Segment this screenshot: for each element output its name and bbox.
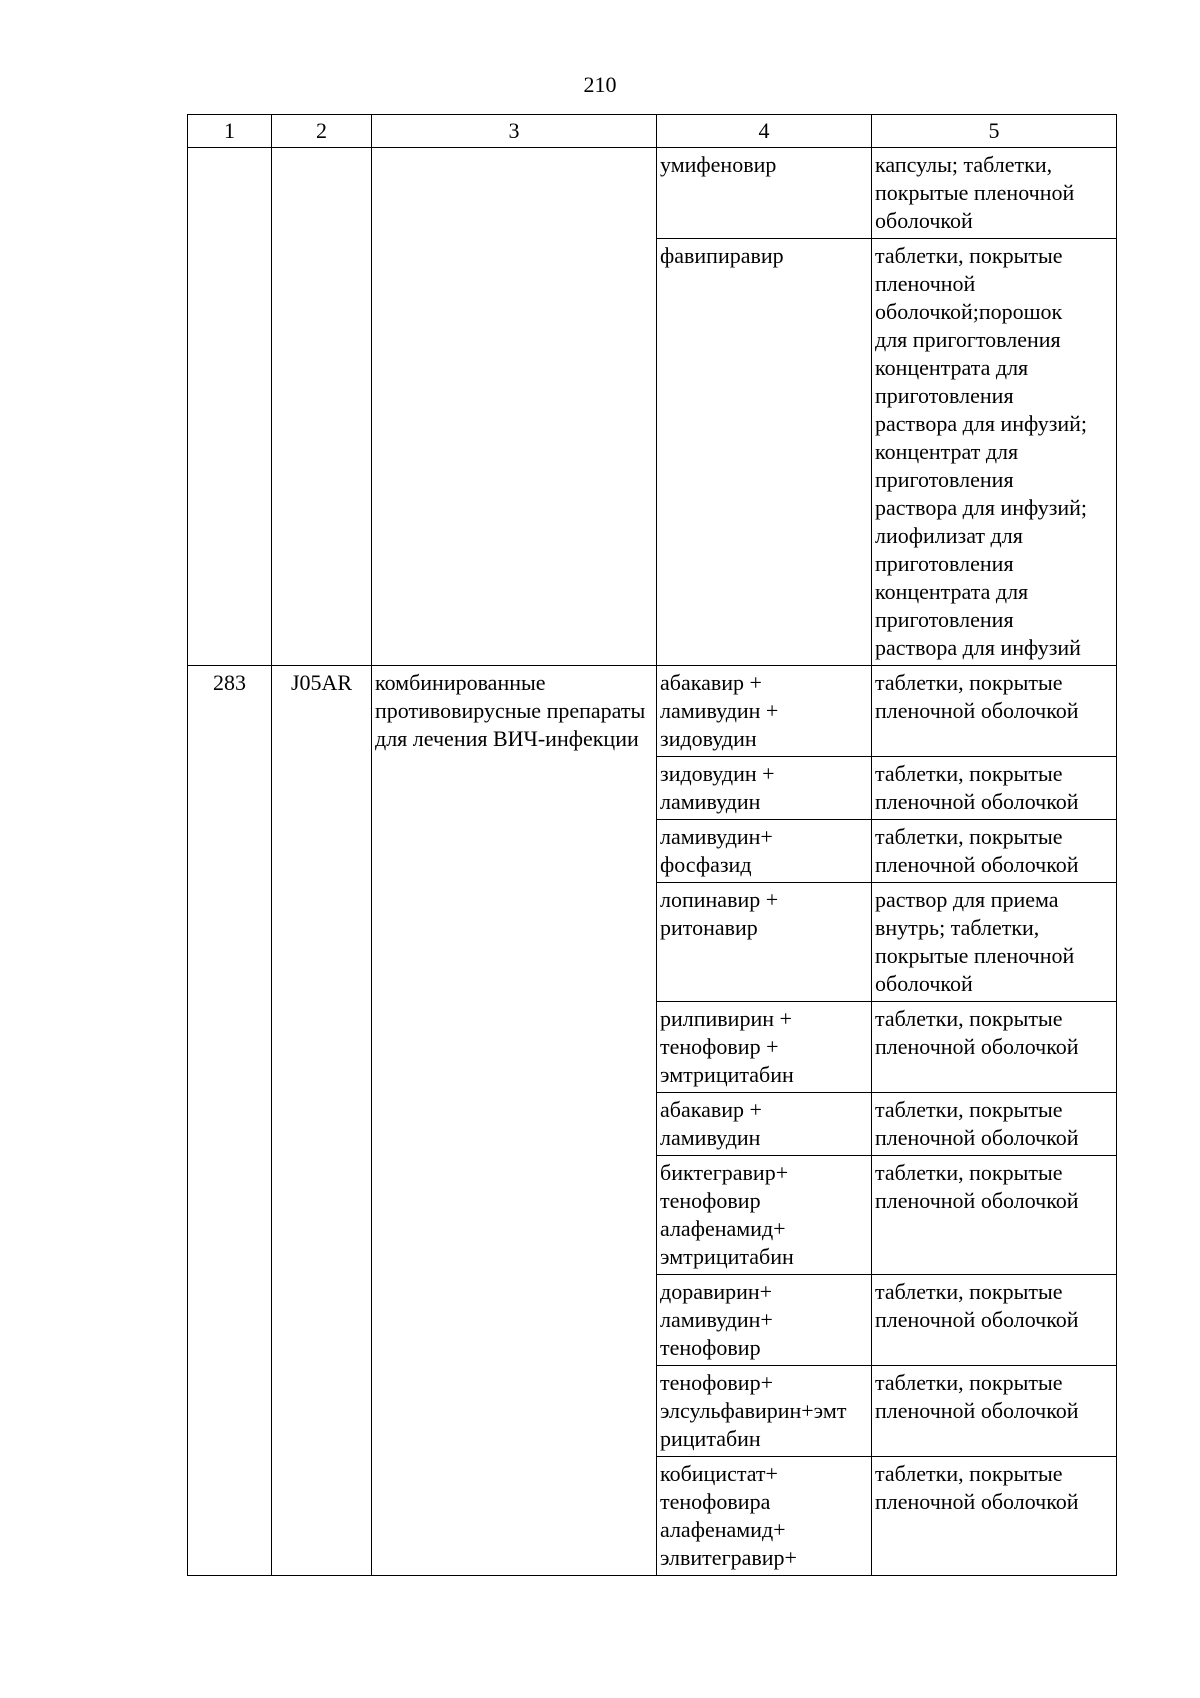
table-header [188, 115, 1117, 148]
page-number: 210 [583, 72, 617, 97]
drug-name-cell: доравирин+ ламивудин+ тенофовир [657, 1275, 872, 1366]
drug-name-cell: умифеновир [657, 148, 872, 239]
group-description-cell: комбинированные противовирусные препараты для лечения ВИЧ-инфекции [372, 666, 657, 1576]
dosage-form-cell: таблетки, покрытые пленочной оболочкой [872, 666, 1117, 757]
header-col-5: 5 [872, 115, 1117, 148]
drug-name-cell: абакавир + ламивудин + зидовудин [657, 666, 872, 757]
drug-name-cell: тенофовир+ элсульфавирин+эмт рицитабин [657, 1366, 872, 1457]
dosage-form-cell: таблетки, покрытые пленочной оболочкой [872, 757, 1117, 820]
table-row [188, 148, 1117, 239]
dosage-form-cell: капсулы; таблетки, покрытые пленочной оболочкой [872, 148, 1117, 239]
dosage-form-cell: таблетки, покрытые пленочной оболочкой [872, 1457, 1117, 1576]
header-row [188, 115, 1117, 148]
atc-code-cell: J05AR [272, 666, 372, 1576]
empty-description-cell [372, 148, 657, 666]
dosage-form-cell: таблетки, покрытые пленочной оболочкой [872, 820, 1117, 883]
drug-name-cell: биктегравир+ тенофовир алафенамид+ эмтрицитабин [657, 1156, 872, 1275]
header-col-1: 1 [188, 115, 272, 148]
drug-name-cell: рилпивирин + тенофовир + эмтрицитабин [657, 1002, 872, 1093]
drug-name-cell: лопинавир + ритонавир [657, 883, 872, 1002]
dosage-form-cell: таблетки, покрытые пленочной оболочкой [872, 1156, 1117, 1275]
drug-list-table [187, 114, 1117, 1576]
drug-name-cell: ламивудин+ фосфазид [657, 820, 872, 883]
dosage-form-cell: раствор для приема внутрь; таблетки, покрытые пленочной оболочкой [872, 883, 1117, 1002]
header-col-4: 4 [657, 115, 872, 148]
header-col-3: 3 [372, 115, 657, 148]
dosage-form-cell: таблетки, покрытые пленочной оболочкой [872, 1366, 1117, 1457]
empty-number-cell [188, 148, 272, 666]
dosage-form-cell: таблетки, покрытые пленочной оболочкой;порошок для пригогтовления концентрата для приготовления раствора для инфузий; концентрат для приготовления раствора для инфузий; лиофилизат для приготовления концентрата для приготовления раствора для инфузий [872, 239, 1117, 666]
empty-code-cell [272, 148, 372, 666]
table-row [188, 666, 1117, 757]
dosage-form-cell: таблетки, покрытые пленочной оболочкой [872, 1002, 1117, 1093]
drug-name-cell: фавипиравир [657, 239, 872, 666]
group-number-cell: 283 [188, 666, 272, 1576]
dosage-form-cell: таблетки, покрытые пленочной оболочкой [872, 1275, 1117, 1366]
drug-name-cell: зидовудин + ламивудин [657, 757, 872, 820]
drug-name-cell: кобицистат+ тенофовира алафенамид+ элвитегравир+ [657, 1457, 872, 1576]
header-col-2: 2 [272, 115, 372, 148]
table-body [188, 148, 1117, 1576]
dosage-form-cell: таблетки, покрытые пленочной оболочкой [872, 1093, 1117, 1156]
drug-name-cell: абакавир + ламивудин [657, 1093, 872, 1156]
